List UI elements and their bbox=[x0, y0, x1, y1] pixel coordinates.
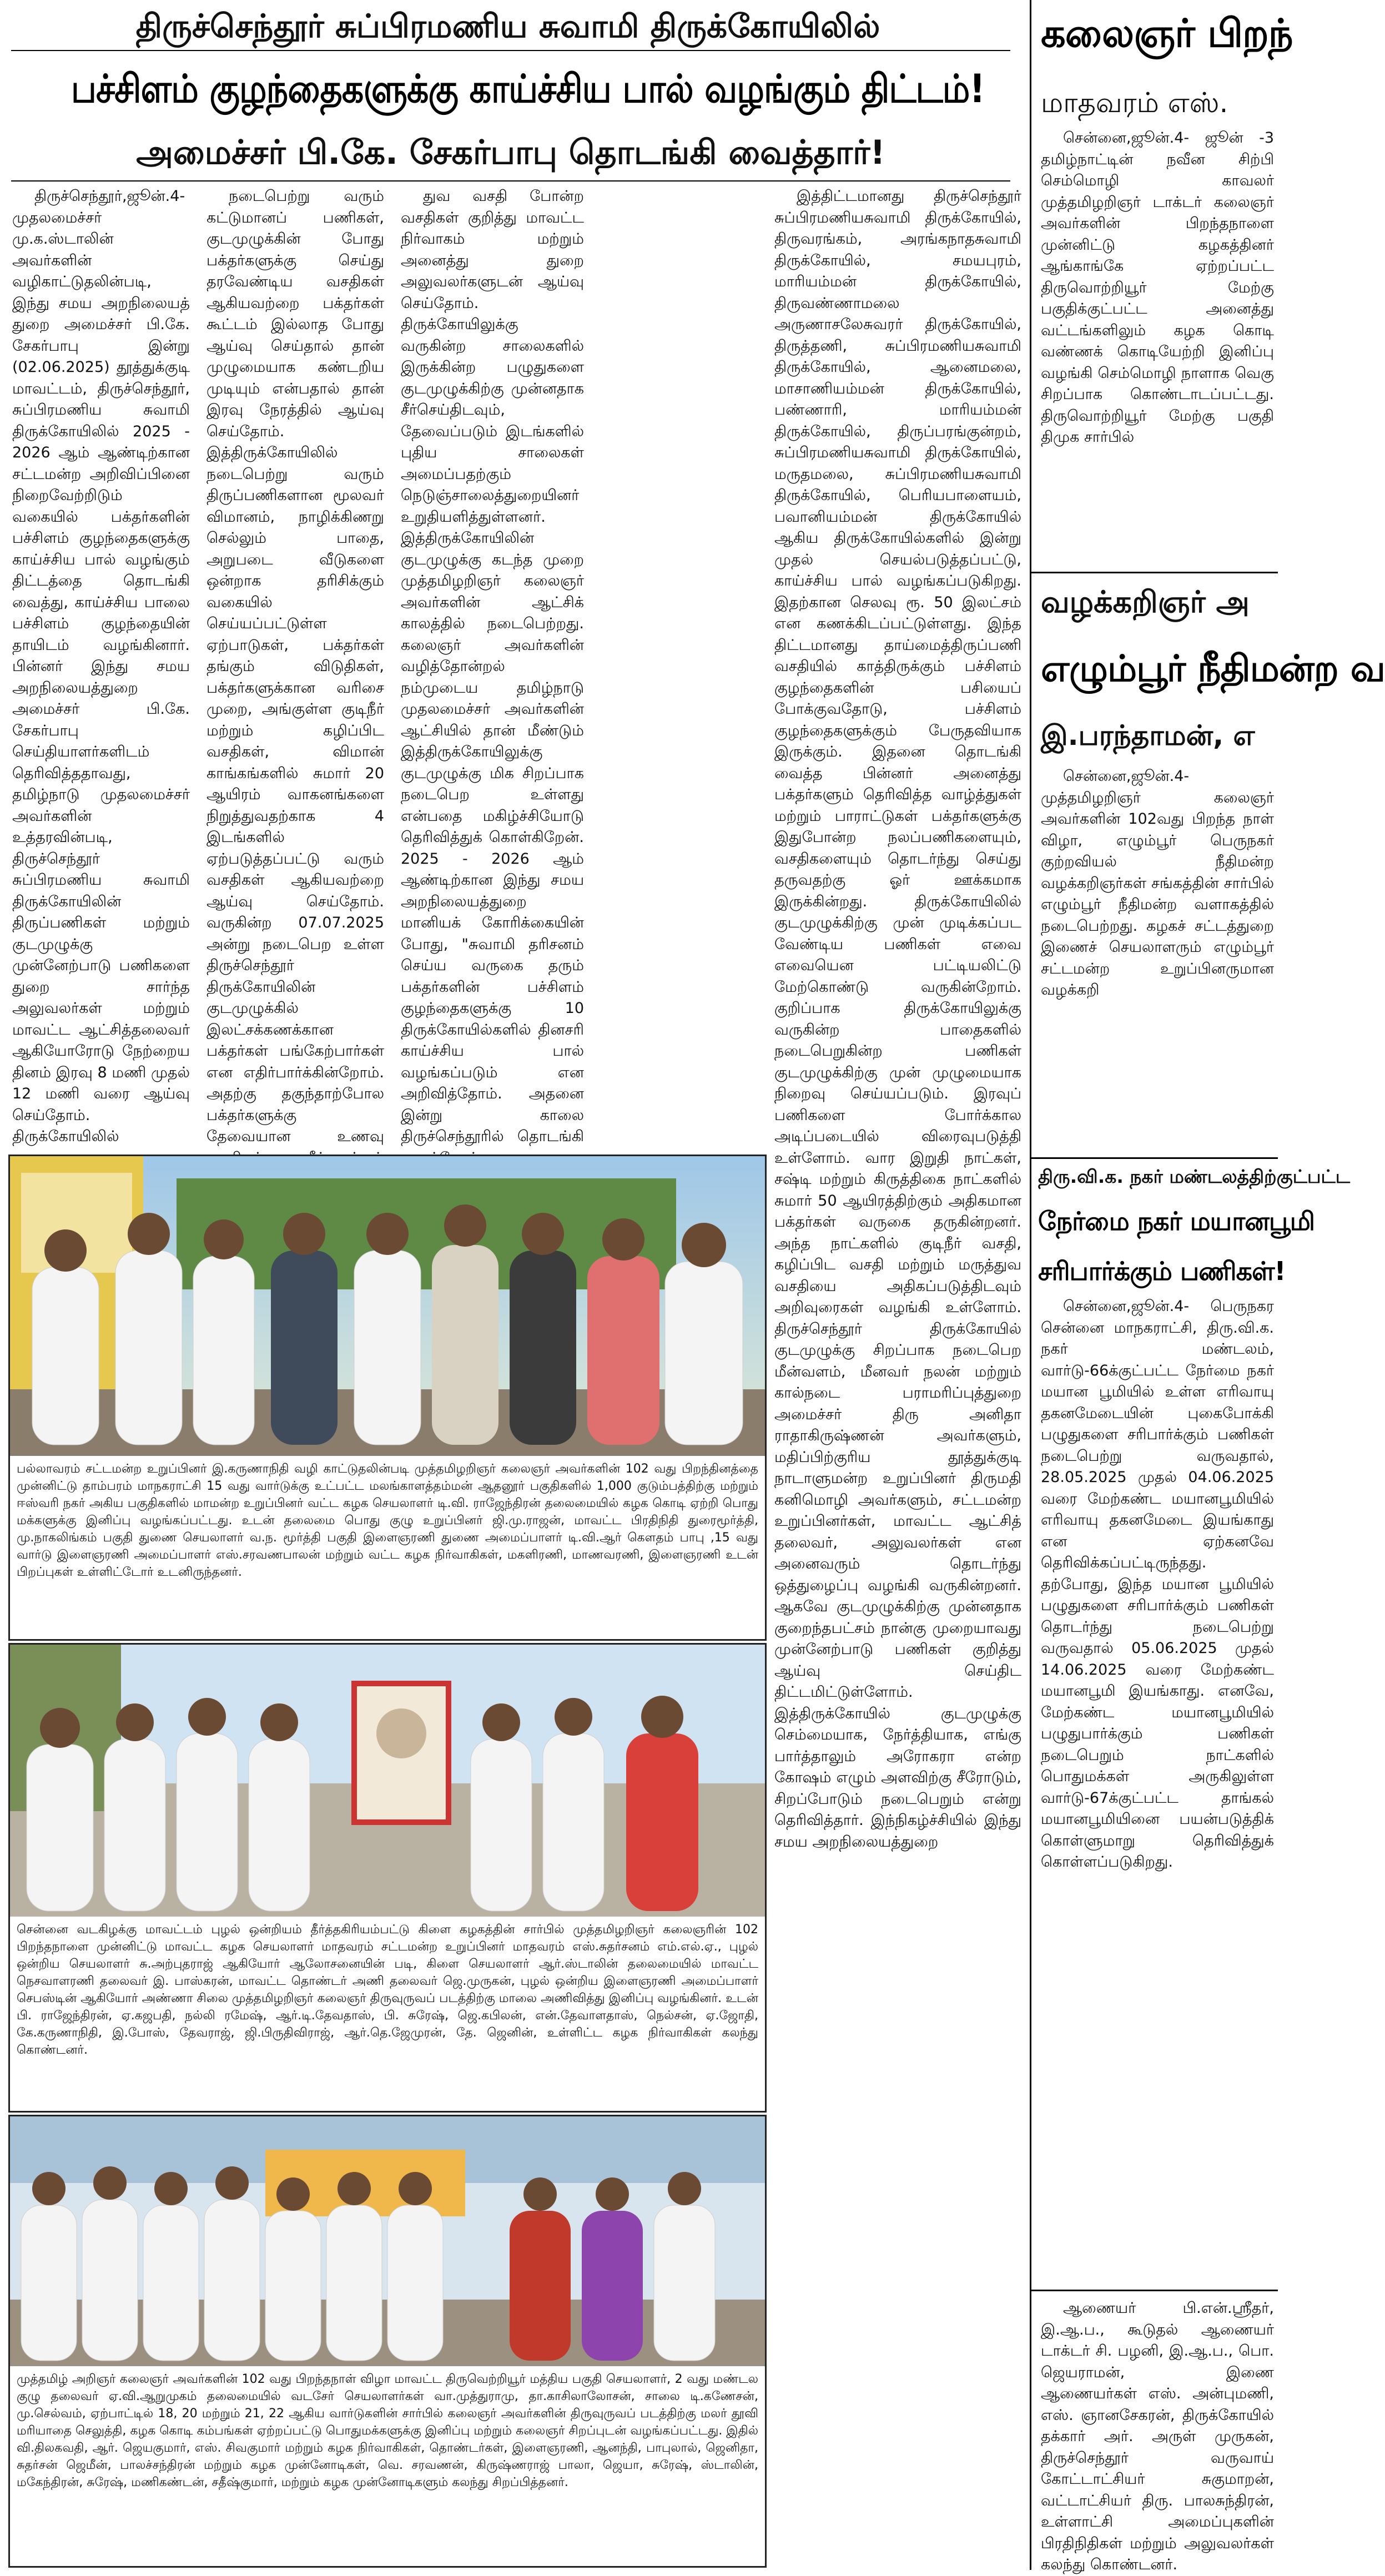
sidebar-story3-headline-1: நேர்மை நகர் மயானபூமி bbox=[1038, 1206, 1315, 1236]
event-photo-2 bbox=[10, 1645, 765, 1917]
photo-panel-2 bbox=[8, 1643, 767, 2113]
celebration-photo-image bbox=[10, 2116, 765, 2366]
photo-panel-3 bbox=[8, 2115, 767, 2568]
main-kicker: திருச்செந்தூர் சுப்பிரமணிய சுவாமி திருக்கோயிலில் bbox=[135, 7, 880, 45]
sidebar-story4-text: ஆணையர் பி.என்.ஸ்ரீதர், இ.ஆ.ப., கூடுதல் ஆணையர் டாக்டர் சி. பழனி, இ.ஆ.ப., பொ. ஜெயராமன், இணை ஆணையர்கள் எஸ். அன்புமணி, எஸ். ஞானசேகரன், திருக்கோயில் தக்கார் அர். அருள் முருகன், திருச்செந்தூர் வருவாய் கோட்டாட்சியர் சுகுமாறன், வட்டாட்சியர் திரு. பாலசுந்திரன், உள்ளாட்சி அமைப்புகளின் பிரதிநிதிகள் மற்றும் அலுவலர்கள் கலந்து கொண்டனர். bbox=[1041, 2300, 1274, 2573]
main-column-1 bbox=[12, 186, 190, 1149]
sidebar-rule-1 bbox=[1031, 572, 1278, 573]
sidebar-story2-text: சென்னை,ஜூன்.4- முத்தமிழறிஞர் கலைஞர் அவர்களின் 102வது பிறந்த நாள் விழா, எழும்பூர் பெருநகர் குற்றவியல் நீதிமன்ற வழக்கறிஞர்கள் சங்கத்தின் சார்பில் எழும்பூர் நீதிமன்ற வளாகத்தில் நடைபெற்றது. கழகச் சட்டத்துறை இணைச் செயலாளரும் எழும்பூர் சட்டமன்ற உறுப்பினருமான வழக்கறி bbox=[1041, 768, 1274, 999]
main-column-4 bbox=[774, 186, 1021, 2556]
event-photo-1 bbox=[10, 1156, 765, 1456]
main-subhead: அமைச்சர் பி.கே. சேகர்பாபு தொடங்கி வைத்தார்! bbox=[136, 133, 885, 172]
photo-panel-1 bbox=[8, 1155, 767, 1641]
sidebar-story2-body bbox=[1041, 766, 1274, 1149]
sidebar-rule-3 bbox=[1031, 2290, 1278, 2291]
sidebar-story1-headline: கலைஞர் பிறந் bbox=[1041, 11, 1293, 56]
sidebar-story2-headline: எழும்பூர் நீதிமன்ற வ bbox=[1041, 647, 1385, 690]
sidebar-story1-body bbox=[1041, 128, 1274, 555]
main-column-3 bbox=[401, 186, 584, 1149]
photo-caption-2: சென்னை வடகிழக்கு மாவட்டம் புழல் ஒன்றியம் தீர்த்தகிரியம்பட்டு கிளை கழகத்தின் சார்பில் முத்தமிழறிஞர் கலைஞரின் 102 பிறந்தநாளை முன்னிட்டு மாவட்ட கழக செயலாளர் மாதவரம் சட்டமன்ற உறுப்பினர் மாதவரம் எஸ்.சுதர்சனம் எம்.எல்.ஏ., புழல் ஒன்றிய செயலாளர் சு.அற்புதராஜ் ஆகியோர் ஆலோசனையின் படி, கிளை செயலாளர் ஆர்.ஸ்டாலின் தலைமையில் மாவட்ட நெசவாளரணி தலைவர் இ. பாஸ்கரன், மாவட்ட தொண்டர் அணி தலைவர் ஜெ.முருகன், புழல் ஒன்றிய இளைஞரணி அமைப்பாளர் செபஸ்டின் ஆகியோர் அண்ணா சிலை முத்தமிழறிஞர் கலைஞர் திருவுருவப் படத்திற்கு மாலை அணிவித்து இனிப்பு வழங்கினர். உடன் பி. ராஜேந்திரன், ஏ.கஜபதி, நல்லி ரமேஷ், ஆர்.டி.தேவதாஸ், பி. சுரேஷ், ஜெ.கபிலன், என்.தேவாளதாஸ், நெல்சன், ஏ.ஜோதி, கே.கருணாநிதி, இ.போஸ், தேவராஜ், ஜி.பிருதிவிராஜ், ஆர்.தெ.ஜேமுரன், தே. ஜெனின், உள்ளிட்ட கழக நிர்வாகிகள் கலந்து கொண்டனர். bbox=[17, 1923, 758, 2057]
photo-caption-1: பல்லாவரம் சட்டமன்ற உறுப்பினர் இ.கருணாநிதி வழி காட்டுதலின்படி முத்தமிழறிஞர் கலைஞர் அவர்களின் 102 வது பிறந்தினத்தை முன்னிட்டு தாம்பரம் மாநகராட்சி 15 வது வார்டுக்கு உட்பட்ட மலங்காளத்தம்மன் ஆதனூர் பகுதிகளில் 1,000 குடும்பத்திற்கு மற்றும் ஈஸ்வரி நகர் அகிய பகுதிகளில் மாமன்ற உறுப்பினர் வட்ட கழக செயலாளர் டி.வி. ராஜேந்திரன் தலைமையில் கழக கொடி ஏற்றி பொது மக்களுக்கு இனிப்பு வழங்கப்பட்டது. உடன் தலைமை பொது குழு உறுப்பினர் ஜி.மு.ராஜன், மாவட்ட பிரதிநிதி துரைமூர்த்தி, மு.நாகலிங்கம் பகுதி துணை செயலாளர் வ.ந. மூர்த்தி பகுதி இளைஞரணி துணை அமைப்பாளர் டி.வி.ஆர் கௌதம் பாபு ,15 வது வார்டு இளைஞரணி அமைப்பாளர் எஸ்.சரவணபாலன் மற்றும் வட்ட கழக நிர்வாகிகள், மகளிரணி, மாணவரணி, இளைஞரணி உடன் பிறப்புகள் உள்ளிட்டோர் உடனிருந்தனர். bbox=[17, 1462, 758, 1579]
event-photo-3 bbox=[10, 2116, 765, 2366]
sidebar-story4-body bbox=[1041, 2298, 1274, 2573]
sidebar-story3-kicker: திரு.வி.க. நகர் மண்டலத்திற்குட்பட்ட bbox=[1038, 1166, 1351, 1187]
sidebar-story1-text: சென்னை,ஜூன்.4- ஜூன் -3 தமிழ்நாட்டின் நவீன சிற்பி செம்மொழி காவலர் முத்தமிழறிஞர் டாக்டர் கலைஞர் அவர்களின் பிறந்தநாளை முன்னிட்டு கழகத்தினர் ஆங்காங்கே ஏற்றப்பட்ட திருவொற்றியூர் மேற்கு பகுதிக்குட்பட்ட அனைத்து வட்டங்களிலும் கழக கொடி வண்ணக் கொடியேற்றி இனிப்பு வழங்கி செம்மொழி நாளாக வெகு சிறப்பாக கொண்டாடப்பட்டது. திருவொற்றியூர் மேற்கு பகுதி திமுக சார்பில் bbox=[1041, 129, 1274, 446]
main-headline: பச்சிளம் குழந்தைகளுக்கு காய்ச்சிய பால் வழங்கும் திட்டம்! bbox=[71, 66, 985, 112]
column-divider bbox=[1030, 0, 1031, 2570]
sidebar-rule-2 bbox=[1031, 1157, 1278, 1159]
sidebar-story3-headline-2: சரிபார்க்கும் பணிகள்! bbox=[1038, 1256, 1286, 1286]
portrait-tribute-photo-image bbox=[10, 1645, 765, 1917]
main-column-2-text: நடைபெற்று வரும் கட்டுமானப் பணிகள், குடமுழுக்கின் போது பக்தர்களுக்கு செய்து தரவேண்டிய வசதிகள் ஆகியவற்றை பக்தர்கள் கூட்டம் இல்லாத போது ஆய்வு செய்தால் தான் முழுமையாக கண்டறிய முடியும் என்பதால் தான் இரவு நேரத்தில் ஆய்வு செய்தோம். இத்திருக்கோயிலில் நடைபெற்று வரும் திருப்பணிகளான மூலவர் விமானம், நாழிக்கிணறு செல்லும் பாதை, அறுபடை வீடுகளை ஒன்றாக தரிசிக்கும் வகையில் செய்யப்பட்டுள்ள ஏற்பாடுகள், பக்தர்கள் தங்கும் விடுதிகள், பக்தர்களுக்கான வரிசை முறை, அங்குள்ள குடிநீர் மற்றும் கழிப்பிட வசதிகள், விமான் காங்கங்களில் சுமார் 20 ஆயிரம் வாகனங்களை நிறுத்துவதற்காக 4 இடங்களில் ஏற்படுத்தப்பட்டு வரும் வசதிகள் ஆகியவற்றை ஆய்வு செய்தோம். வருகின்ற 07.07.2025 அன்று நடைபெற உள்ள திருச்செந்தூர் திருக்கோயிலின் குடமுழுக்கில் இலட்சக்கணக்கான பக்தர்கள் பங்கேற்பார்கள் என எதிர்பார்க்கின்றோம். அதற்கு தகுந்தாற்போல பக்தர்களுக்கு தேவையான உணவு bbox=[207, 188, 384, 1145]
sidebar-story2-kicker: வழக்கறிஞர் அ bbox=[1041, 584, 1250, 619]
main-column-3-text: துவ வசதி போன்ற வசதிகள் குறித்து மாவட்ட நிர்வாகம் மற்றும் அனைத்து துறை அலுவலர்களுடன் ஆய்வு செய்தோம். திருக்கோயிலுக்கு வருகின்ற சாலைகளில் இருக்கின்ற பழுதுகளை குடமுழுக்கிற்கு முன்னதாக சீர்செய்திடவும், தேவைப்படும் இடங்களில் புதிய சாலைகள் அமைப்பதற்கும் நெடுஞ்சாலைத்துறையினர் உறுதியளித்துள்ளனர். இத்திருக்கோயிலின் குடமுழுக்கு கடந்த முறை முத்தமிழறிஞர் கலைஞர் அவர்களின் ஆட்சிக் காலத்தில் நடைபெற்றது. கலைஞர் அவர்களின் வழித்தோன்றல் நம்முடைய தமிழ்நாடு முதலமைச்சர் அவர்களின் ஆட்சியில் தான் மீண்டும் இத்திருக்கோயிலுக்கு குடமுழுக்கு மிக சிறப்பாக நடைபெற உள்ளது என்பதை மகிழ்ச்சியோடு தெரிவித்துக் கொள்கிறேன். 2025 - 2026 ஆம் ஆண்டிற்கான இந்து சமய அறநிலையத்துறை மானியக் கோரிக்கையின் போது, "சுவாமி தரிசனம் செய்ய வருகை தரும் பக்தர்களின் பச்சிளம் குழந்தைகளுக்கு 10 திருக்கோயில்களில் தினசரி காய்ச்சிய பால் வழங்கப்படும் என அறிவித்தோம். அதனை இன்று காலை திருச்செந்தூரில் தொடங்கி bbox=[401, 188, 584, 1145]
sidebar-story1-subhead: மாதவரம் எஸ். bbox=[1041, 87, 1228, 119]
main-column-1-text: திருச்செந்தூர்,ஜூன்.4- முதலமைச்சர் மு.க.ஸ்டாலின் அவர்களின் வழிகாட்டுதலின்படி, இந்து சமய அறநிலையத் துறை அமைச்சர் பி.கே. சேகர்பாபு இன்று (02.06.2025) தூத்துக்குடி மாவட்டம், திருச்செந்தூர், சுப்பிரமணிய சுவாமி திருக்கோயிலில் 2025 - 2026 ஆம் ஆண்டிற்கான சட்டமன்ற அறிவிப்பினை நிறைவேற்றிடும் வகையில் பக்தர்களின் பச்சிளம் குழந்தைகளுக்கு காய்ச்சிய பால் வழங்கும் திட்டத்தை தொடங்கி வைத்து, காய்ச்சிய பாலை பச்சிளம் குழந்தையின் தாயிடம் வழங்கினார். பின்னர் இந்து சமய அறநிலையத்துறை அமைச்சர் பி.கே. சேகர்பாபு செய்தியாளர்களிடம் தெரிவித்ததாவது, தமிழ்நாடு முதலமைச்சர் அவர்களின் உத்தரவின்படி, திருச்செந்தூர் சுப்பிரமணிய சுவாமி திருக்கோயிலின் திருப்பணிகள் மற்றும் குடமுழுக்கு முன்னேற்பாடு பணிகளை துறை சார்ந்த அலுவலர்கள் மற்றும் மாவட்ட ஆட்சித்தலைவர் ஆகியோரோடு நேற்றைய தினம் இரவு 8 மணி முதல் 12 மணி வரை ஆய்வு செய்தோம். திருக்கோயிலில் bbox=[12, 188, 190, 1145]
sidebar-story2-byline: இ.பரந்தாமன், எ bbox=[1041, 719, 1255, 752]
sidebar-story3-body bbox=[1041, 1296, 1274, 2284]
main-column-4-text: இத்திட்டமானது திருச்செந்தூர் சுப்பிரமணியசுவாமி திருக்கோயில், திருவரங்கம், அரங்கநாதசுவாமி திருக்கோயில், சமயபுரம், மாரியம்மன் திருக்கோயில், திருவண்ணாமலை அருணாசலேசுவரர் திருக்கோயில், திருத்தணி, சுப்பிரமணியசுவாமி திருக்கோயில், ஆனைமலை, மாசாணியம்மன் திருக்கோயில், பண்ணாரி, மாரியம்மன் திருக்கோயில், திருப்பரங்குன்றம், சுப்பிரமணியசுவாமி திருக்கோயில், மருதமலை, சுப்பிரமணியசுவாமி திருக்கோயில், பெரியபாளையம், பவானியம்மன் திருக்கோயில் ஆகிய திருக்கோயில்களில் இன்று முதல் செயல்படுத்தப்பட்டு, காய்ச்சிய பால் வழங்கப்படுகிறது. இதற்கான செலவு ரூ. 50 இலட்சம் என கணக்கிடப்பட்டுள்ளது. இந்த திட்டமானது தாய்மைத்திருப்பணி வசதியில் காத்திருக்கும் பச்சிளம் குழந்தைகளின் பசியைப் போக்குவதோடு, பச்சிளம் குழந்தைகளுக்கும் பேருதவியாக இருக்கும். இதனை தொடங்கி வைத்த பின்னர் அனைத்து பக்தர்களும் தெரிவித்த வாழ்த்துகள் மற்றும் பாராட்டுகள் பக்தர்களுக்கு இதுபோன்ற நலப்பணிகளையும், வசதிகளையும் தொடர்ந்து செய்து தருவதற்கு ஓர் ஊக்கமாக இருக்கின்றது. திருக்கோயிலில் குடமுழுக்கிற்கு முன் முடிக்கப்பட வேண்டிய பணிகள் எவை எவையென பட்டியலிட்டு மேற்கொண்டு வருகின்றோம். குறிப்பாக திருக்கோயிலுக்கு வருகின்ற பாதைகளில் நடைபெறுகின்ற பணிகள் குடமுழுக்கிற்கு முன் முழுமையாக நிறைவு செய்யப்படும். இரவுப் பணிகளை போர்க்கால அடிப்படையில் விரைவுபடுத்தி உள்ளோம். வார இறுதி நாட்கள், சஷ்டி மற்றும் கிருத்திகை நாட்களில் சுமார் 50 ஆயிரத்திற்கும் அதிகமான பக்தர்கள் வருகை தருகின்றனர். அந்த நாட்களில் குடிநீர் வசதி, கழிப்பிட வசதி மற்றும் மருத்துவ வசதியை அதிகப்படுத்திடவும் அறிவுரைகள் வழங்கி உள்ளோம். திருச்செந்தூர் திருக்கோயில் குடமுழுக்கு சிறப்பாக நடைபெற மீன்வளம், மீனவர் நலன் மற்றும் கால்நடை பராமரிப்புத்துறை அமைச்சர் திரு அனிதா ராதாகிருஷ்ணன் அவர்களும், மதிப்பிற்குரிய தூத்துக்குடி நாடாளுமன்ற உறுப்பினர் திருமதி கனிமொழி அவர்களும், சட்டமன்ற உறுப்பினர்கள், மாவட்ட ஆட்சித் தலைவர், அலுவலர்கள் என அனைவரும் தொடர்ந்து ஒத்துழைப்பு வழங்கி வருகின்றனர். ஆகவே குடமுழுக்கிற்கு முன்னதாக குறைந்தபட்சம் நான்கு முறையாவது முன்னேற்பாடு பணிகள் குறித்து ஆய்வு செய்திட திட்டமிட்டுள்ளோம். இத்திருக்கோயில் குடமுழுக்கு செம்மையாக, நேர்த்தியாக, எங்கு பார்த்தாலும் அரோகரா என்ற கோஷம் எழும் அளவிற்கு சீரோடும், சிறப்போடும் நடைபெறும் என்று தெரிவித்தார். இந்நிகழ்ச்சியில் இந்து சமய அறநிலையத்துறை bbox=[774, 188, 1021, 1851]
main-column-2 bbox=[207, 186, 384, 1149]
photo-caption-3: முத்தமிழ் அறிஞர் கலைஞர் அவர்களின் 102 வது பிறந்தநாள் விழா மாவட்ட திருவெற்றியூர் மத்திய பகுதி செயலாளர், 2 வது மண்டல குழு தலைவர் ஏ.வி.ஆறுமுகம் தலைமையில் வடசேர் செயலாளர்கள் வா.முத்துராமு, தா.காசிலாலோசன், சாலை டி.கணேசன், மு.செல்வம், ஏற்பாட்டில் 18, 20 மற்றும் 21, 22 ஆகிய வார்டுகளின் சார்பில் கலைஞர் அவர்களின் திருவுருவப் படத்திற்கு மலர் தூவி மரியாதை செலுத்தி, கழக கொடி கம்பங்கள் ஏற்றப்பட்டு பொதுமக்களுக்கு இனிப்பு மற்றும் கலைஞர் சிறப்புடன் வழங்கப்பட்டது. இதில் வி.திலகவதி, ஆர். ஜெயகுமார், எஸ். சிவகுமார் மற்றும் கழக நிர்வாகிகள், தொண்டர்கள், இளைஞரணி, ஆனந்தி, பாபுலால், ஜெனிதா, சுதர்சன் ஜெமீன், பாலச்சந்திரன் மற்றும் கழக முன்னோடிகள், வெ. சரவணன், கிருஷ்ணராஜ் பாலா, ஜெயா, சுரேஷ், ஸ்டாலின், மகேந்திரன், சுரேஷ், மணிகண்டன், சதீஷ்குமார், மற்றும் கழக முன்னோடிகளும் கலந்து சிறப்பித்தனர். bbox=[17, 2372, 758, 2489]
subhead-rule bbox=[11, 180, 1010, 182]
group-photo-image bbox=[10, 1156, 765, 1456]
sidebar-story3-text: சென்னை,ஜூன்.4- பெருநகர சென்னை மாநகராட்சி, திரு.வி.க. நகர் மண்டலம், வார்டு-66க்குட்பட்ட நேர்மை நகர் மயான பூமியில் உள்ள எரிவாயு தகனமேடையின் புகைபோக்கி பழுதுகளை சரிபார்க்கும் பணிகள் நடைபெற்று வருவதால், 28.05.2025 முதல் 04.06.2025 வரை மேற்கண்ட மயானபூமியில் எரிவாயு தகனமேடை இயங்காது என ஏற்கனவே தெரிவிக்கப்பட்டிருந்தது. தற்போது, இந்த மயான பூமியில் பழுதுகளை சரிபார்க்கும் பணிகள் தொடர்ந்து நடைபெற்று வருவதால் 05.06.2025 முதல் 14.06.2025 வரை மேற்கண்ட மயானபூமி இயங்காது. எனவே, மேற்கண்ட மயானபூமியில் பழுதுபார்க்கும் பணிகள் நடைபெறும் நாட்களில் பொதுமக்கள் அருகிலுள்ள வார்டு-67க்குட்பட்ட தாங்கல் மயானபூமியினை பயன்படுத்திக் கொள்ளுமாறு தெரிவித்துக் கொள்ளப்படுகிறது. bbox=[1041, 1298, 1274, 1871]
kicker-rule bbox=[11, 50, 1010, 51]
